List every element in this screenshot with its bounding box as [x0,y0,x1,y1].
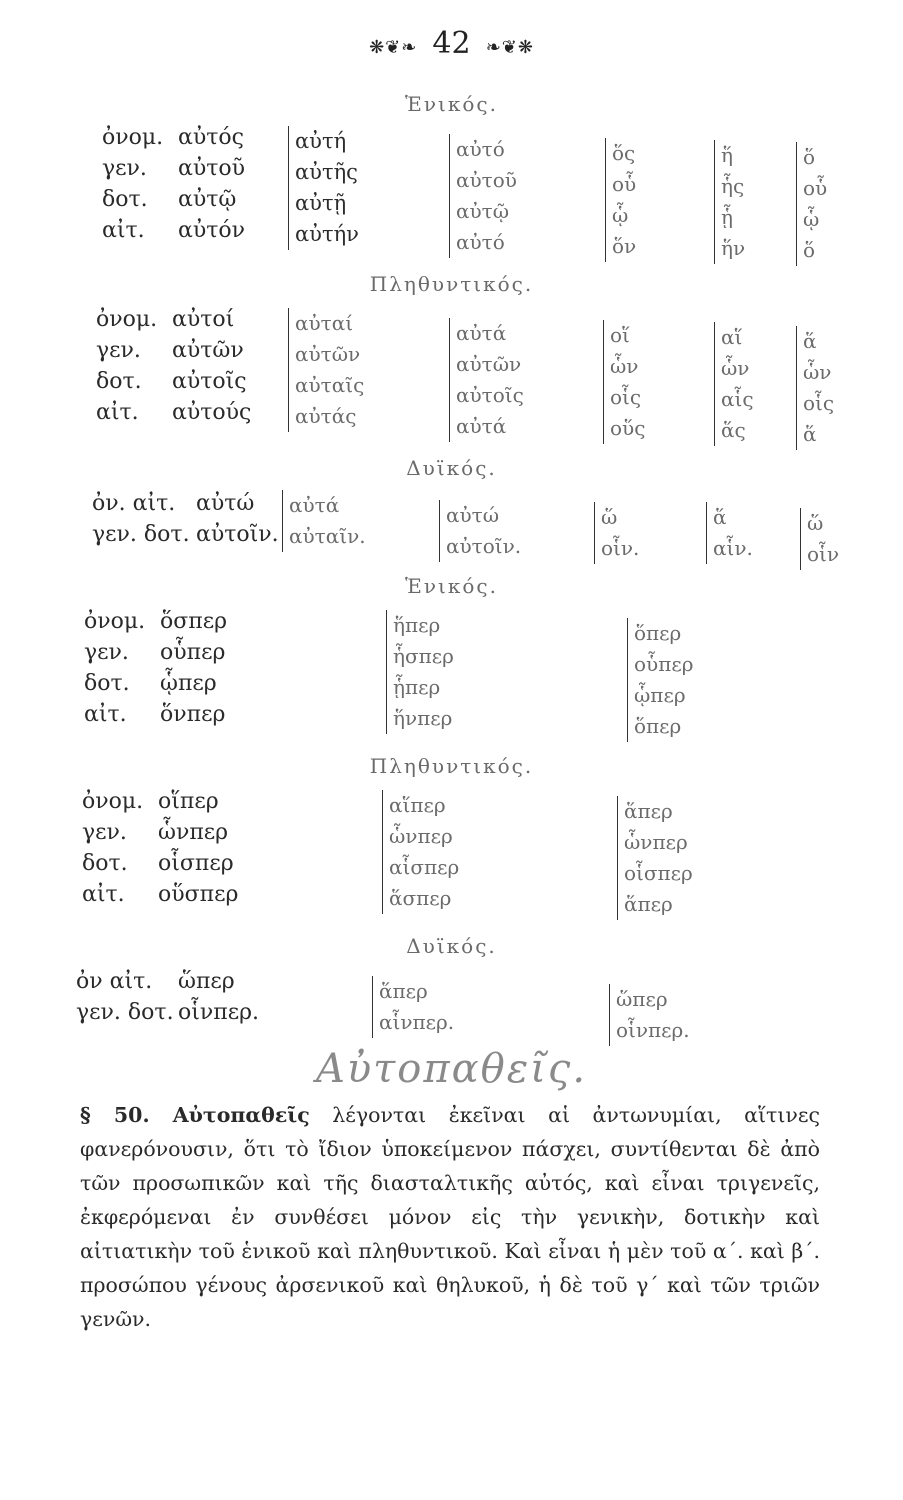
form-cell: ἥπερ [393,613,441,637]
masculine-forms [160,606,227,730]
section-heading-singular: Ἑνικός. [405,574,498,598]
neuter-column [449,318,524,442]
form-cell: οἷς [803,391,835,415]
form-cell: οἵ [610,323,630,347]
form-cell: ἅπερ [379,979,428,1003]
case-labels [96,304,157,428]
form-cell: αὐταῖν. [289,524,366,548]
form-cell: αὐτώ [196,491,255,516]
relative-feminine-column [714,140,745,264]
masculine-forms [158,786,238,910]
form-cell: αἷς [721,387,754,411]
form-cell: ἅπερ [624,892,673,916]
masculine-forms [178,122,245,246]
case-label: δοτ. [84,671,130,696]
form-cell: ὅν [612,234,637,258]
form-cell: αὐτοῖς [172,369,247,394]
form-cell: οἵπερ [158,789,219,814]
page-header [0,26,903,61]
form-cell: αὐτῷ [178,187,237,212]
form-cell: αὐτά [456,414,507,438]
form-cell: ἅ [713,505,727,529]
form-cell: αὐτοῦ [178,156,246,181]
page-number: 42 [432,26,471,61]
form-cell: ᾧπερ [160,671,217,696]
form-cell: αἵ [721,325,743,349]
form-cell: οἷσπερ [624,861,693,885]
form-cell: οἷν [807,542,840,566]
form-cell: ὅνπερ [160,702,226,727]
neuter-column [609,984,690,1046]
relative-feminine-column [706,502,753,564]
paragraph-text: λέγονται ἐκεῖναι αἱ ἀντωνυμίαι, αἵτινες φανερόνουσιν, ὅτι τὸ ἴδιον ὑποκείμενον πάσχει, συντίθενται δὲ ἀπὸ τῶν προσωπικῶν καὶ τῆς διασταλτικῆς αὐτός, καὶ εἶναι τριγενεῖς, ἐκφερόμεναι ἐν συνθέσει μόνον εἰς τὴν γενικὴν, δοτικὴν καὶ αἰτιατικὴν τοῦ ἑνικοῦ καὶ πληθυντικοῦ. Καὶ εἶναι ἡ μὲν τοῦ α΄. καὶ β΄. προσώπου γένους ἀρσενικοῦ καὶ θηλυκοῦ, ἡ δὲ τοῦ γ΄ καὶ τῶν τριῶν γενῶν. [80,1103,820,1331]
form-cell: ἅ [803,422,817,446]
section-heading-singular: Ἑνικός. [405,92,498,116]
case-label: γεν. δοτ. [76,1000,174,1025]
form-cell: ἅπερ [624,799,673,823]
case-labels [76,966,174,1028]
relative-masculine-column [603,320,645,444]
relative-neuter-column [796,142,827,266]
form-cell: αὐτάς [295,404,357,428]
feminine-column [382,790,459,914]
case-label: γεν. [82,820,127,845]
form-cell: ὅπερ [634,621,682,645]
section-title: Αὐτοπαθεῖς. [315,1046,588,1092]
form-cell: ὧν [803,360,832,384]
case-label: ὀνομ. [96,307,158,332]
form-cell: αὐτήν [295,222,359,246]
form-cell: ὅσπερ [160,609,228,634]
relative-feminine-column [714,322,754,446]
form-cell: αὐτό [456,230,505,254]
form-cell: οἷσπερ [158,851,234,876]
form-cell: αὐταί [295,311,354,335]
form-cell: ὧνπερ [158,820,229,845]
form-cell: οἷς [610,385,642,409]
neuter-column [439,500,521,562]
form-cell: ἥ [721,143,733,167]
form-cell: ὧνπερ [624,830,688,854]
form-cell: αὐτῇ [295,191,347,215]
ornament-left-icon: ❋❦❧ [369,37,418,58]
form-cell: αὐτούς [172,400,252,425]
neuter-column [617,796,693,920]
case-labels [84,606,145,730]
masculine-forms [172,304,251,428]
form-cell: ὅπερ [634,714,682,738]
form-cell: αἷν. [713,536,753,560]
form-cell: αὐτή [295,129,347,153]
form-cell: ὥπερ [616,987,668,1011]
relative-masculine-column [605,138,636,262]
case-label: ὀν αἰτ. [76,969,153,994]
form-cell: ἥν [721,236,746,260]
form-cell: αὐτόν [178,218,246,243]
form-cell: αὐτοῖς [456,383,524,407]
form-cell: οὗπερ [634,652,694,676]
form-cell: ᾧ [803,207,820,231]
body-paragraph [80,1098,820,1336]
form-cell: ᾧπερ [634,683,686,707]
case-labels [82,786,143,910]
form-cell: οὕσπερ [158,882,239,907]
case-label: δοτ. [82,851,128,876]
case-labels [92,488,190,550]
form-cell: οὗ [803,176,828,200]
case-label: δοτ. [102,187,148,212]
case-label: αἰτ. [82,882,125,907]
form-cell: αὐτοί [172,307,235,332]
form-cell: αὐτοῖν. [196,522,279,547]
form-cell: οὕς [610,416,646,440]
form-cell: οἷνπερ. [178,1000,260,1025]
section-heading-dual: Δυϊκός. [406,456,497,480]
form-cell: αἵπερ [389,793,446,817]
form-cell: οὗ [612,172,637,196]
form-cell: ἧσπερ [393,644,454,668]
form-cell: ὅ [803,238,816,262]
feminine-column [386,610,454,734]
form-cell: ᾗπερ [393,675,441,699]
form-cell: οἷνπερ. [616,1018,690,1042]
form-cell: ἥνπερ [393,706,453,730]
case-label: γεν. [102,156,147,181]
case-labels [102,122,163,246]
feminine-column [282,490,366,552]
ornament-right-icon: ❧❦❋ [485,37,534,58]
form-cell: αἷσπερ [389,855,460,879]
form-cell: αὐτά [289,493,340,517]
form-cell: ἅσπερ [389,886,452,910]
form-cell: αὐταῖς [295,373,365,397]
masculine-forms [178,966,259,1028]
neuter-column [449,134,517,258]
section-heading-dual: Δυϊκός. [406,934,497,958]
form-cell: ὅ [803,145,816,169]
form-cell: οὗπερ [160,640,226,665]
case-label: γεν. [84,640,129,665]
form-cell: αὐτῷ [456,199,510,223]
form-cell: αὐτῶν [295,342,361,366]
form-cell: ὥπερ [178,969,235,994]
feminine-column [288,126,359,250]
case-label: γεν. δοτ. [92,522,190,547]
form-cell: ὧν [721,356,750,380]
case-label: δοτ. [96,369,142,394]
form-cell: ὧν [610,354,639,378]
case-label: ὀνομ. [84,609,146,634]
form-cell: αὐτώ [446,503,500,527]
case-label: αἰτ. [102,218,145,243]
section-heading-plural: Πληθυντικός. [369,754,534,778]
form-cell: αὐτῶν [456,352,522,376]
relative-neuter-column [796,326,834,450]
form-cell: ἧς [721,174,745,198]
form-cell: αὐτῶν [172,338,244,363]
form-cell: αὐτοῖν. [446,534,522,558]
form-cell: αὐτό [456,137,505,161]
form-cell: αὐτός [178,125,244,150]
form-cell: ὧνπερ [389,824,453,848]
form-cell: ἅς [721,418,746,442]
form-cell: αἷνπερ. [379,1010,455,1034]
form-cell: ὥ [601,505,618,529]
relative-masculine-column [594,502,639,564]
section-heading-plural: Πληθυντικός. [369,272,534,296]
relative-neuter-column [800,508,839,570]
form-cell: αὐτοῦ [456,168,517,192]
form-cell: αὐτά [456,321,507,345]
form-cell: ὥ [807,511,824,535]
case-label: αἰτ. [84,702,127,727]
case-label: ὀνομ. [82,789,144,814]
form-cell: ἅ [803,329,817,353]
case-label: ὀνομ. [102,125,164,150]
feminine-column [372,976,454,1038]
form-cell: ᾧ [612,203,629,227]
form-cell: ὅς [612,141,636,165]
form-cell: οἷν. [601,536,640,560]
masculine-forms [196,488,279,550]
form-cell: αὐτῆς [295,160,358,184]
case-label: ὀν. αἰτ. [92,491,176,516]
paragraph-lead: § 50. Αὐτοπαθεῖς [80,1103,310,1127]
case-label: αἰτ. [96,400,139,425]
case-label: γεν. [96,338,141,363]
form-cell: ᾗ [721,205,733,229]
feminine-column [288,308,364,432]
neuter-column [627,618,693,742]
